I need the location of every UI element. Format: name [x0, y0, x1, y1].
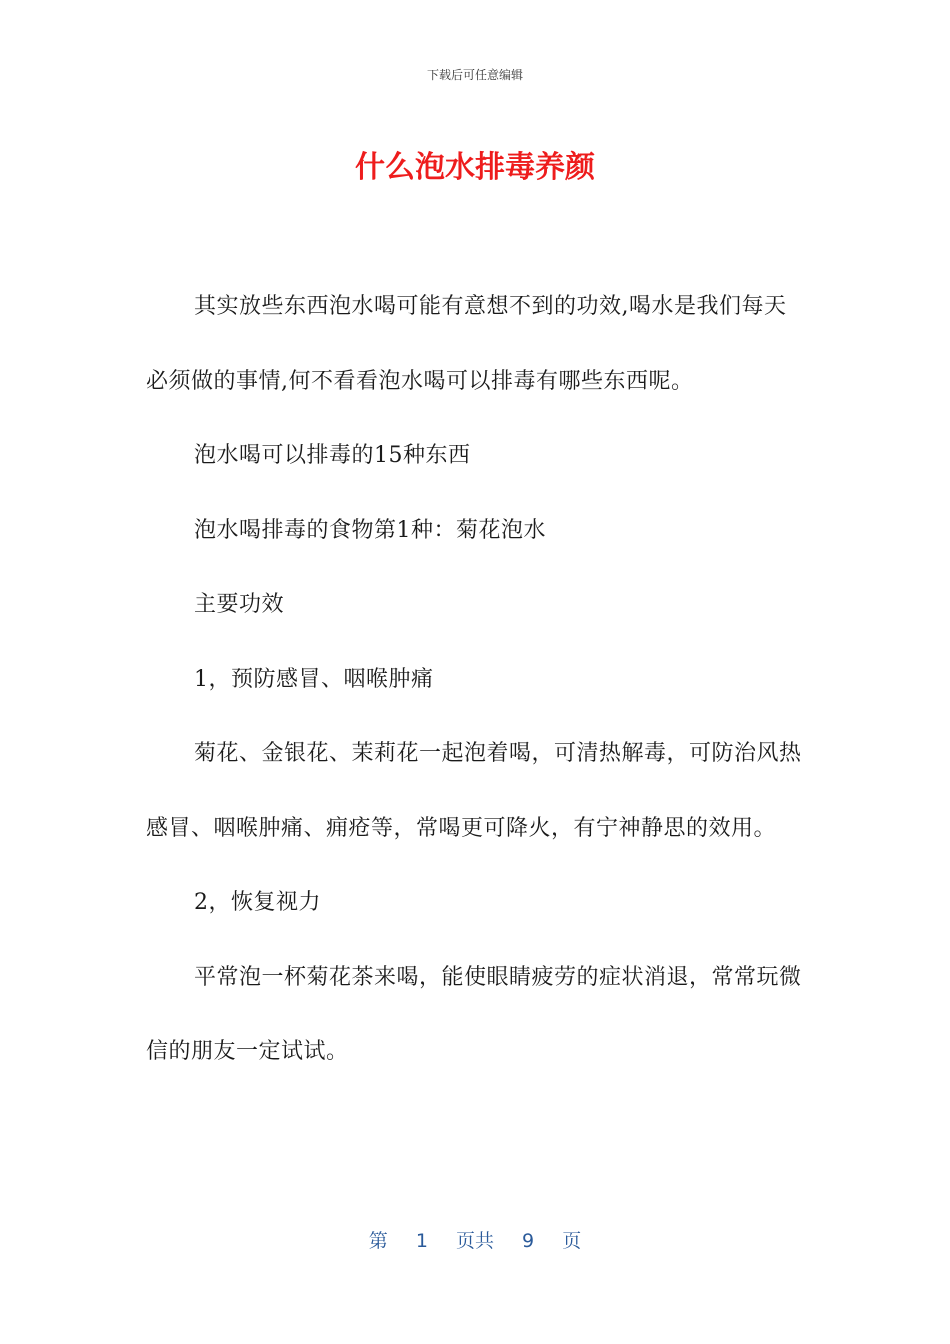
paragraph-item-heading: 泡水喝排毒的食物第1种：菊花泡水 — [194, 517, 546, 543]
paragraph-point-1-text: 菊花、金银花、茉莉花一起泡着喝，可清热解毒，可防治风热感冒、咽喉肿痛、痈疮等，常喝更可降火，有宁神静思的效用。 — [146, 741, 802, 841]
footer-current-page: 1 — [415, 1230, 428, 1252]
paragraph-point-1-heading: 1，预防感冒、咽喉肿痛 — [194, 666, 434, 692]
footer-total-pages: 9 — [522, 1230, 535, 1252]
footer-label-of: 页共 — [455, 1230, 494, 1252]
paragraph-section-heading: 主要功效 — [194, 592, 285, 617]
paragraph-list-title: 泡水喝可以排毒的15种东西 — [194, 443, 471, 468]
document-body — [146, 270, 806, 1090]
paragraph-point-2-heading: 2，恢复视力 — [194, 890, 321, 915]
paragraph-intro: 其实放些东西泡水喝可能有意想不到的功效,喝水是我们每天必须做的事情,何不看看泡水喝可以排毒有哪些东西呢。 — [146, 294, 787, 394]
footer-label-page: 第 — [368, 1230, 388, 1252]
page-footer — [0, 1226, 950, 1253]
paragraph-point-2-text: 平常泡一杯菊花茶来喝，能使眼睛疲劳的症状消退，常常玩微信的朋友一定试试。 — [146, 964, 802, 1064]
header-note: 下载后可任意编辑 — [426, 68, 523, 82]
footer-label-end: 页 — [562, 1230, 582, 1252]
document-title: 什么泡水排毒养颜 — [355, 150, 595, 185]
